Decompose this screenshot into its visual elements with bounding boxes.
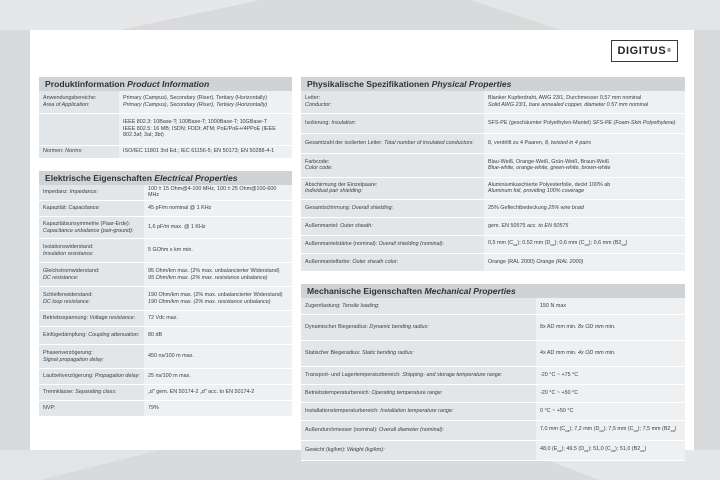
text: IEEE 802.5: 16 MB; ISDN; FDDI; ATM; PoE/PoE+/4PPoE (IEEE 802.3af; 3at; 3bt) xyxy=(123,125,276,139)
text: IEEE 802.3: 10Base-T; 100Base-T; 1000Base-T; 10GBase-T xyxy=(123,119,268,126)
text: Solid AWG 23/1, bare annealed copper, diameter 0.57 mm nominal xyxy=(488,101,649,108)
property-label xyxy=(301,367,536,385)
property-value xyxy=(484,113,685,133)
text: ISO/IEC 11801 3rd Ed.; IEC 61156-5; EN 50173; EN 50288-4-1 xyxy=(123,148,275,155)
text: Mechanical Properties xyxy=(424,285,516,296)
text: ca xyxy=(584,448,589,454)
text: Total number of insulated conductors: xyxy=(384,139,474,146)
table-row xyxy=(39,145,292,158)
table-row xyxy=(301,298,685,315)
weight-value xyxy=(536,441,685,461)
product-info-section xyxy=(39,77,292,159)
table-row xyxy=(39,91,292,113)
text: 8x AD mm min. xyxy=(540,324,577,331)
table-row xyxy=(39,113,292,145)
text: ca xyxy=(670,428,675,434)
property-value xyxy=(484,91,685,113)
text: Isolationswiderstand: xyxy=(43,244,94,251)
text: ) xyxy=(644,446,647,453)
property-value: -20 °C ~ +50 °C xyxy=(536,385,685,403)
text: Weight (kg/km): xyxy=(346,447,385,454)
diameter-value xyxy=(536,421,685,441)
property-value xyxy=(119,113,292,145)
text: ); 49,5 (D xyxy=(561,446,585,453)
text: Voltage resistance: xyxy=(89,315,136,322)
table-row xyxy=(39,385,292,401)
text: Außendurchmesser (nominal): xyxy=(305,427,378,434)
property-label xyxy=(301,253,484,271)
text: Impedanz: xyxy=(43,189,69,196)
text: Außenmantelstärke (nominal): xyxy=(305,240,378,247)
text: Individual pair shielding: xyxy=(305,188,363,194)
text: Operating temperature range: xyxy=(371,390,443,397)
property-label xyxy=(39,287,144,311)
text: Norms: xyxy=(65,148,83,155)
property-label xyxy=(39,239,144,263)
mechanical-section xyxy=(301,284,685,462)
table-row xyxy=(301,177,685,199)
text: 8, verdrillt zu 4 Paaren xyxy=(488,139,542,146)
text: Produktinformation xyxy=(45,79,125,89)
table-row xyxy=(39,401,292,417)
text: Impedance: xyxy=(69,189,98,196)
table-row xyxy=(301,199,685,217)
property-label xyxy=(301,153,484,177)
property-label xyxy=(39,145,119,158)
table-row xyxy=(39,311,292,327)
text: 190 Ohm/km max. (2% max. resistance unbalance) xyxy=(148,298,271,305)
property-value: 72 Vdc max. xyxy=(144,311,292,327)
text: Mechanische Eigenschaften xyxy=(307,285,423,296)
text: Einfügedämpfung: xyxy=(43,332,87,339)
text: 95 Ohm/km max. (2% max. resistance unbalance) xyxy=(148,274,268,281)
property-value: 80 dB xyxy=(144,327,292,345)
text: 0,5 mm (C xyxy=(488,239,514,246)
text: Outer sheath color: xyxy=(352,258,399,265)
text: Orange (RAL 2000) xyxy=(536,258,584,265)
text: DIGITUS xyxy=(617,45,667,57)
table-row xyxy=(301,367,685,385)
property-value: 5 GOhm x km min. xyxy=(144,239,292,263)
text: Phasenverzögerung: xyxy=(43,350,93,357)
text: Elektrische Eigenschaften xyxy=(45,172,152,183)
text: Primary (Campus), Secondary (Riser), Tertiary (Horizontally) xyxy=(123,95,267,102)
text: Electrical Properties xyxy=(154,172,238,183)
text: 95 Ohm/km max. (2% max. unbalancierter Widerstand) xyxy=(148,268,280,275)
table-row xyxy=(301,441,685,461)
text: Separating class: xyxy=(75,389,117,396)
text: 4x AD mm min. xyxy=(540,350,577,357)
text: Color code: xyxy=(305,165,333,171)
text: ); 7,5 mm (B2 xyxy=(637,426,671,433)
text: 8, twisted in 4 pairs xyxy=(544,139,592,146)
text: Signal propagation delay: xyxy=(43,356,104,363)
electrical-section xyxy=(39,171,292,418)
property-value xyxy=(484,253,685,271)
text: ); 0,6 mm (B2 xyxy=(588,239,622,246)
text: Blau-Weiß, Orange-Weiß, Grün-Weiß, Braun-Weiß xyxy=(488,158,610,165)
property-label xyxy=(39,263,144,287)
text: Primary (Campus), Secondary (Riser), Tertiary (Horizontally) xyxy=(123,101,268,108)
table-row xyxy=(301,253,685,271)
text: Leiter: xyxy=(305,95,320,102)
property-label xyxy=(301,235,484,253)
property-label xyxy=(39,185,144,201)
text: SFS-PE (Foam-Skin Polyethylene) xyxy=(592,119,676,126)
property-label xyxy=(301,385,536,403)
text: Isolierung: xyxy=(305,119,330,126)
text: ); 7,5 mm (C xyxy=(603,426,634,433)
table-row xyxy=(301,385,685,403)
text: ca xyxy=(557,448,562,454)
table-row xyxy=(39,327,292,345)
property-value: 0 °C ~ +50 °C xyxy=(536,403,685,421)
text: ); 51,0 (C xyxy=(588,446,611,453)
text: Blue-white, orange-white, green-white, brown-white xyxy=(488,165,611,171)
text: Anwendungsbereiche: xyxy=(43,95,97,102)
property-label xyxy=(39,91,119,113)
property-label xyxy=(39,201,144,217)
text: DC loop resistance: xyxy=(43,298,91,305)
text: Gleichstromwiderstand: xyxy=(43,268,100,275)
property-label xyxy=(39,385,144,401)
text: Kapazität: xyxy=(43,205,67,212)
text: 7,0 mm (C xyxy=(540,426,566,433)
text: DC resistance: xyxy=(43,274,79,281)
text: Außenmantel: xyxy=(305,222,339,229)
table-row xyxy=(39,185,292,201)
property-label xyxy=(301,341,536,367)
property-label xyxy=(301,315,536,341)
table-row xyxy=(301,153,685,177)
text: Dynamischer Biegeradius: xyxy=(305,324,368,331)
property-label xyxy=(39,217,144,239)
text: ); 51,0 (B2 xyxy=(615,446,641,453)
property-value: 1,6 pF/m max. @ 1 KHz xyxy=(144,217,292,239)
text: Insulation: xyxy=(331,119,356,126)
text: ) xyxy=(625,239,628,246)
text: Capacitance unbalance (pair-ground): xyxy=(43,227,134,234)
text: acc. to EN 50575 xyxy=(526,222,569,229)
left-column xyxy=(39,77,292,417)
property-value: 450 ns/100 m max. xyxy=(144,345,292,369)
property-value xyxy=(144,263,292,287)
text: Physical Properties xyxy=(431,79,512,89)
text: Product Information xyxy=(127,79,210,89)
property-label xyxy=(39,369,144,385)
property-value xyxy=(536,341,685,367)
text: Farbcode: xyxy=(305,158,330,165)
property-value xyxy=(484,153,685,177)
text: ® xyxy=(667,48,672,54)
property-value: 150 N max xyxy=(536,298,685,315)
text: Gewicht (kg/km): xyxy=(305,447,346,454)
text: Area of Application: xyxy=(43,101,90,108)
text: Normen: xyxy=(43,148,64,155)
text: ); 0,52 mm (D xyxy=(517,239,551,246)
text: Laufzeitverzögerung: xyxy=(43,373,94,380)
text: ca xyxy=(599,428,604,434)
text: Insulation resistance: xyxy=(43,250,94,257)
text: Transport- und Lagertemperaturbereich: xyxy=(305,372,401,379)
text: 4x OD mm min. xyxy=(578,350,616,357)
property-label xyxy=(301,199,484,217)
mechanical-table xyxy=(301,298,685,462)
text: ca xyxy=(640,448,645,454)
property-value xyxy=(484,177,685,199)
table-row xyxy=(301,91,685,113)
table-row xyxy=(39,263,292,287)
text: Physikalische Spezifikationen xyxy=(307,79,430,89)
table-row xyxy=(301,403,685,421)
text: ca xyxy=(621,241,626,247)
electrical-table xyxy=(39,185,292,418)
text: Kapazitätsunsymmetrie (Paar-Erde): xyxy=(43,221,131,228)
property-value xyxy=(484,217,685,235)
property-label: NVP: xyxy=(39,401,144,417)
text: ca xyxy=(565,428,570,434)
text: 190 Ohm/km max. (2% max. unbalancierter Widerstand) xyxy=(148,292,283,299)
property-value xyxy=(536,315,685,341)
text: Dynamic bending radius: xyxy=(369,324,429,331)
property-label xyxy=(39,311,144,327)
right-column xyxy=(301,77,685,461)
physical-table xyxy=(301,91,685,272)
property-value xyxy=(144,287,292,311)
text: Tensile loading: xyxy=(342,302,380,309)
table-row xyxy=(301,235,685,253)
text: Gesamtschirmung: xyxy=(305,204,351,211)
property-label xyxy=(301,177,484,199)
property-label xyxy=(39,327,144,345)
property-label xyxy=(39,113,119,145)
text: Propagation delay: xyxy=(94,373,140,380)
property-value: 79% xyxy=(144,401,292,417)
text: ); 0,6 mm (C xyxy=(554,239,585,246)
property-value: -20 °C ~ +75 °C xyxy=(536,367,685,385)
text: Outer sheath: xyxy=(340,222,373,229)
text: Coupling attenuation: xyxy=(88,332,140,339)
table-row xyxy=(301,113,685,133)
section-title xyxy=(39,171,292,185)
text: Installationstemperaturbereich: xyxy=(305,408,379,415)
text: Overall shielding: xyxy=(351,204,394,211)
text: Static bending radius: xyxy=(361,350,414,357)
property-label xyxy=(301,421,536,441)
text: Schleifenwiderstand: xyxy=(43,292,93,299)
text: ca xyxy=(584,241,589,247)
table-row xyxy=(39,369,292,385)
section-title xyxy=(301,77,685,91)
text: gem. EN 50575 xyxy=(488,222,526,229)
property-label xyxy=(39,345,144,369)
text: ca xyxy=(513,241,518,247)
text: ) xyxy=(674,426,677,433)
table-row xyxy=(39,201,292,217)
text: 8x OD mm min. xyxy=(578,324,616,331)
property-value xyxy=(484,199,685,217)
product-info-table xyxy=(39,91,292,159)
property-value: 25 ns/100 m max. xyxy=(144,369,292,385)
property-value: „d" gem. EN 50174-2 „d" acc. to EN 50174-2 xyxy=(144,385,292,401)
property-value: 45 pF/m nominal @ 1 KHz xyxy=(144,201,292,217)
text: Conductor: xyxy=(305,101,332,108)
text: Statischer Biegeradius: xyxy=(305,350,361,357)
text: Abschirmung der Einzelpaare: xyxy=(305,181,378,188)
text: SFS-PE (geschäumter Polyethylen-Mantel) xyxy=(488,119,592,126)
text: Gesamtzahl der isolierten Leiter: xyxy=(305,139,383,146)
text: 25% Geflechtbedeckung xyxy=(488,204,547,211)
text: Shipping- and storage temperature range: xyxy=(402,372,503,379)
section-title xyxy=(301,284,685,298)
property-value xyxy=(119,91,292,113)
table-row xyxy=(301,421,685,441)
text: ca xyxy=(550,241,555,247)
property-label xyxy=(301,298,536,315)
text: 25% wire braid xyxy=(548,204,584,211)
digitus-logo xyxy=(611,40,678,62)
table-row xyxy=(39,287,292,311)
table-row xyxy=(301,341,685,367)
section-title xyxy=(39,77,292,91)
text: Orange (RAL 2000) xyxy=(488,258,535,265)
table-row xyxy=(301,133,685,153)
text: Zugentlastung: xyxy=(305,302,341,309)
table-row xyxy=(39,239,292,263)
table-row xyxy=(301,217,685,235)
text: 48,0 (E xyxy=(540,446,558,453)
property-label xyxy=(301,113,484,133)
physical-section xyxy=(301,77,685,272)
text: Trennklasse: xyxy=(43,389,74,396)
text: Außenmantelfarbe: xyxy=(305,258,351,265)
property-label xyxy=(301,217,484,235)
table-row xyxy=(39,217,292,239)
property-label xyxy=(301,133,484,153)
text: ca xyxy=(610,448,616,454)
table-row xyxy=(301,315,685,341)
property-label xyxy=(301,403,536,421)
text: Installation temperature range: xyxy=(380,408,454,415)
text: Blanker Kupferdraht, AWG 23/1, Durchmesser 0,57 mm nominal xyxy=(488,95,642,102)
text: Betriebstemperaturbereich: xyxy=(305,390,371,397)
property-value xyxy=(119,145,292,158)
text: Overall shielding (nominal): xyxy=(378,240,445,247)
property-label xyxy=(301,91,484,113)
text: Overall diameter (nominal): xyxy=(379,427,445,434)
property-value: 100 ± 15 Ohm@4-100 MHz, 100 ± 25 Ohm@100-600 MHz xyxy=(144,185,292,201)
property-label xyxy=(301,441,536,461)
text: Aluminum foil, providing 100% coverage xyxy=(488,188,585,194)
datasheet xyxy=(30,30,694,454)
text: Aluminiumkaschierte Polyesterfolie, deckt 100% ab xyxy=(488,181,611,188)
sheath-thickness-value xyxy=(484,235,685,253)
text: Capacitance: xyxy=(68,205,100,212)
text: Betriebsspannung: xyxy=(43,315,88,322)
property-value: 8, verdrillt zu 4 Paaren, 8, twisted in 4 pairs xyxy=(484,133,685,153)
text: ); 7,2 mm (D xyxy=(569,426,600,433)
table-row xyxy=(39,345,292,369)
text: ca xyxy=(633,428,638,434)
